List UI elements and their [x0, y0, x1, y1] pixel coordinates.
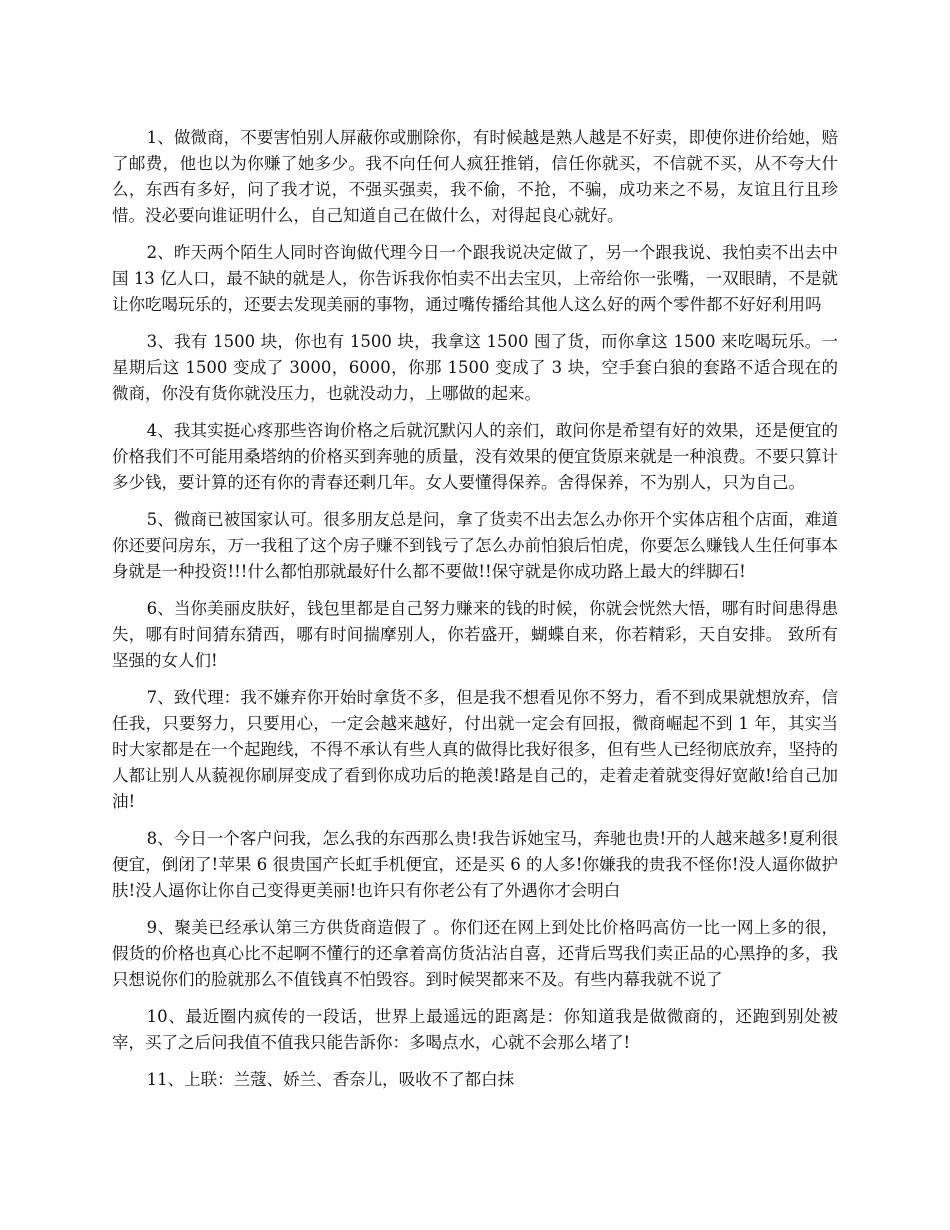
- paragraph-7: 7、致代理：我不嫌弃你开始时拿货不多，但是我不想看见你不努力，看不到成果就想放弃，信任我，只要努力，只要用心，一定会越来越好，付出就一定会有回报，微商崛起不到 1 年，其实当时大家都是在一个起跑线，不得不承认有些人真的做得比我好很多，但有些人已经彻底放弃，坚持的人都让别人从藐视你刷屏变成了看到你成功后的艳羡!路是自己的，走着走着就变得好宽敞!给自己加油!: [112, 688, 838, 811]
- paragraph-9: 9、聚美已经承认第三方供货商造假了 。你们还在网上到处比价格吗高仿一比一网上多的很，假货的价格也真心比不起啊不懂行的还拿着高仿货沾沾自喜，还背后骂我们卖正品的心黑挣的多，我只想说你们的脸就那么不值钱真不怕毁容。到时候哭都来不及。有些内幕我就不说了: [112, 918, 838, 989]
- paragraph-3: 3、我有 1500 块，你也有 1500 块，我拿这 1500 囤了货，而你拿这 1500 来吃喝玩乐。一星期后这 1500 变成了 3000，6000，你那 1500 变成了 3 块，空手套白狼的套路不适合现在的微商，你没有货你就没压力，也就没动力，上哪做的起来。: [112, 332, 838, 403]
- paragraph-6: 6、当你美丽皮肤好，钱包里都是自己努力赚来的钱的时候，你就会恍然大悟，哪有时间患得患失，哪有时间猜东猜西，哪有时间揣摩别人，你若盛开，蝴蝶自来，你若精彩，天自安排。 致所有坚强的女人们!: [112, 599, 838, 670]
- paragraph-4: 4、我其实挺心疼那些咨询价格之后就沉默闪人的亲们，敢问你是希望有好的效果，还是便宜的价格我们不可能用桑塔纳的价格买到奔驰的质量，没有效果的便宜货原来就是一种浪费。不要只算计多少钱，要计算的还有你的青春还剩几年。女人要懂得保养。舍得保养，不为别人，只为自己。: [112, 421, 838, 492]
- paragraph-1: 1、做微商，不要害怕别人屏蔽你或删除你，有时候越是熟人越是不好卖，即使你进价给她，赔了邮费，他也以为你赚了她多少。我不向任何人疯狂推销，信任你就买，不信就不买，从不夸大什么，东西有多好，问了我才说，不强买强卖，我不偷，不抢，不骗，成功来之不易，友谊且行且珍惜。没必要向谁证明什么，自己知道自己在做什么，对得起良心就好。: [112, 128, 838, 225]
- paragraph-11: 11、上联：兰蔻、娇兰、香奈儿，吸收不了都白抹: [146, 1070, 515, 1089]
- paragraph-10: 10、最近圈内疯传的一段话，世界上最遥远的距离是：你知道我是做微商的，还跑到别处被宰，买了之后问我值不值我只能告訴你：多喝点水，心就不会那么堵了!: [112, 1007, 838, 1052]
- paragraph-8: 8、今日一个客户问我，怎么我的东西那么贵!我告诉她宝马，奔驰也贵!开的人越来越多!夏利很便宜，倒闭了!苹果 6 很贵国产长虹手机便宜，还是买 6 的人多!你嫌我的贵我不怪你!没人逼你做护肤!没人逼你让你自己变得更美丽!也许只有你老公有了外遇你才会明白: [112, 829, 838, 900]
- paragraph-2: 2、昨天两个陌生人同时咨询做代理今日一个跟我说决定做了，另一个跟我说、我怕卖不出去中国 13 亿人口，最不缺的就是人，你告诉我你怕卖不出去宝贝，上帝给你一张嘴，一双眼睛，不是就让你吃喝玩乐的，还要去发现美丽的事物，通过嘴传播给其他人这么好的两个零件都不好好利用吗: [112, 243, 838, 314]
- paragraph-5: 5、微商已被国家认可。很多朋友总是问，拿了货卖不出去怎么办你开个实体店租个店面，难道你还要问房东，万一我租了这个房子赚不到钱亏了怎么办前怕狼后怕虎，你要怎么赚钱人生任何事本身就是一种投资!!!什么都怕那就最好什么都不要做!!保守就是你成功路上最大的绊脚石!: [112, 510, 838, 581]
